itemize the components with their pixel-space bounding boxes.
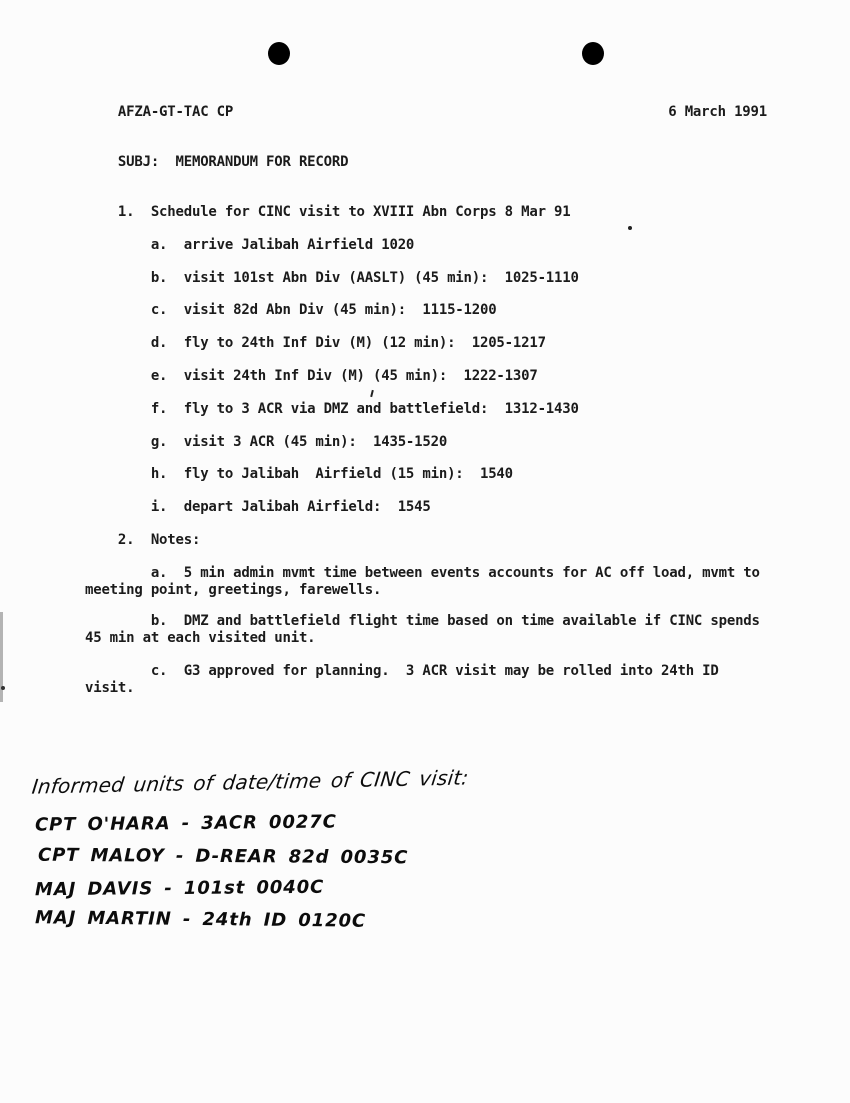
- subject-line: SUBJ: MEMORANDUM FOR RECORD: [85, 154, 349, 170]
- handwritten-entry-ohara: CPT O'HARA - 3ACR 0027C: [34, 811, 337, 836]
- note-b-line-1: b. DMZ and battlefield flight time based on time available if CINC spends: [85, 613, 760, 629]
- handwritten-entry-davis: MAJ DAVIS - 101st 0040C: [34, 876, 325, 901]
- schedule-item-i: i. depart Jalibah Airfield: 1545: [85, 499, 431, 515]
- note-c-line-2: visit.: [85, 680, 135, 696]
- hole-punch-mark-left: [268, 42, 290, 65]
- schedule-item-b: b. visit 101st Abn Div (AASLT) (45 min): 1025-1110: [85, 270, 579, 286]
- schedule-item-f: f. fly to 3 ACR via DMZ and battlefield: 1312-1430: [85, 401, 579, 417]
- hole-punch-mark-right: [582, 42, 604, 65]
- schedule-item-g: g. visit 3 ACR (45 min): 1435-1520: [85, 434, 448, 450]
- schedule-item-h: h. fly to Jalibah Airfield (15 min): 1540: [85, 466, 513, 482]
- handwritten-entry-maloy: CPT MALOY - D-REAR 82d 0035C: [37, 844, 409, 869]
- schedule-item-e: e. visit 24th Inf Div (M) (45 min): 1222-1307: [85, 368, 538, 384]
- schedule-item-c: c. visit 82d Abn Div (45 min): 1115-1200: [85, 302, 497, 318]
- note-c-line-1: c. G3 approved for planning. 3 ACR visit may be rolled into 24th ID: [85, 663, 719, 679]
- note-a-line-1: a. 5 min admin mvmt time between events accounts for AC off load, mvmt to: [85, 565, 760, 581]
- memo-header-line: [85, 104, 767, 121]
- schedule-item-a: a. arrive Jalibah Airfield 1020: [85, 237, 415, 253]
- schedule-item-d: d. fly to 24th Inf Div (M) (12 min): 1205-1217: [85, 335, 546, 351]
- left-edge-ink-dot: [1, 686, 5, 690]
- schedule-heading: 1. Schedule for CINC visit to XVIII Abn Corps 8 Mar 91: [85, 204, 571, 220]
- stray-ink-dot: [628, 226, 632, 230]
- memo-date: 6 March 1991: [668, 104, 767, 120]
- handwritten-note-title: Informed units of date/time of CINC visit:: [30, 765, 470, 799]
- stray-apostrophe-mark: [370, 390, 374, 397]
- note-b-line-2: 45 min at each visited unit.: [85, 630, 316, 646]
- note-a-line-2: meeting point, greetings, farewells.: [85, 582, 382, 598]
- office-symbol: AFZA-GT-TAC CP: [85, 104, 234, 120]
- notes-heading: 2. Notes:: [85, 532, 201, 548]
- handwritten-entry-martin: MAJ MARTIN - 24th ID 0120C: [34, 907, 367, 932]
